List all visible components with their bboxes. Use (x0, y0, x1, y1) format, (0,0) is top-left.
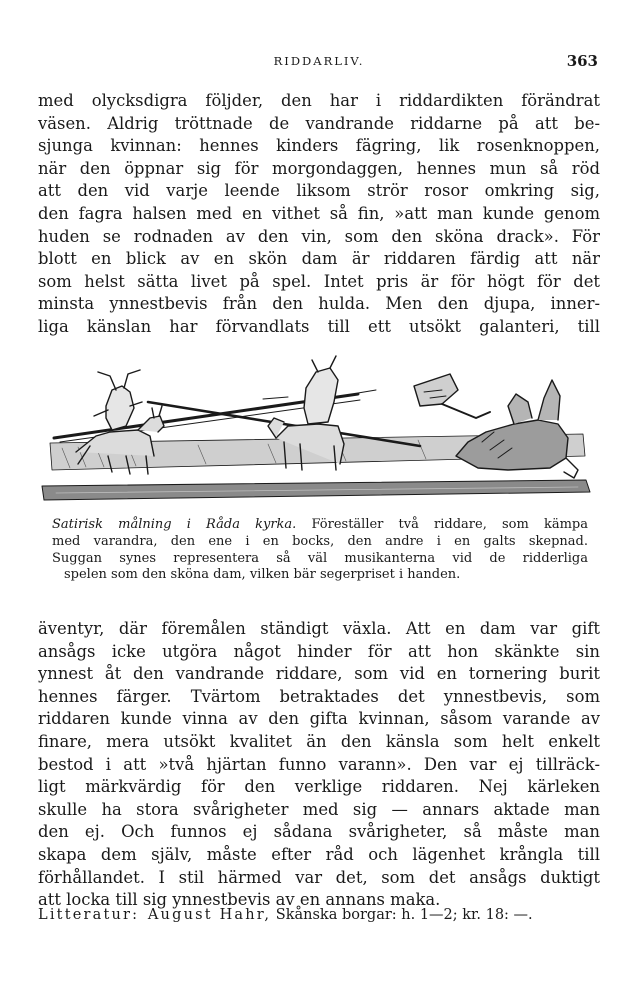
text-line: den fagra halsen med en vithet så fin, »att man kunde genom (38, 203, 600, 223)
text-line: minsta ynnestbevis från den hulda. Men den djupa, inner- (38, 294, 600, 314)
text-line: när den öppnar sig för morgondaggen, hennes mun så röd (38, 158, 600, 178)
text-line: riddaren kunde vinna av den gifta kvinnan, såsom varande av (38, 709, 600, 729)
text-line: väsen. Aldrig tröttnade de vandrande riddarne på att be- (38, 113, 600, 133)
text-line: den ej. Och funnos ej sådana svårigheter, så måste man (38, 822, 600, 842)
running-title: RIDDARLIV. (273, 54, 365, 68)
reference-label: Litteratur: (38, 907, 140, 923)
figure-caption (52, 517, 588, 584)
text-line: liga känslan har förvandlats till ett utsökt galanteri, till (38, 316, 600, 336)
caption-line: med varandra, den ene i en bocks, den andre i en galts skepnad. (52, 533, 588, 549)
text-line: blott en blick av en skön dam är riddaren färdig att när (38, 249, 600, 269)
text-line: finare, mera utsökt kvalitet än den känsla som helt enkelt (38, 731, 600, 751)
page-number: 363 (566, 52, 598, 70)
text-line: ynnest åt den vandrande riddare, som vid en tornering burit (38, 664, 600, 684)
satirical-painting-illustration (38, 346, 598, 516)
text-line: äventyr, där föremålen ständigt växla. Att en dam var gift (38, 619, 600, 638)
paragraph-1 (38, 90, 600, 339)
text-line: förhållandet. I stil härmed var det, som det ansågs duktigt (38, 867, 600, 887)
text-line: med olycksdigra följder, den har i riddardikten förändrat (38, 91, 600, 110)
text-line: skapa dem själv, måste efter råd och lägenhet krångla till (38, 844, 600, 864)
caption-title: Satirisk målning i Råda kyrka. (52, 517, 297, 532)
caption-line: Suggan synes representera så väl musikanterna vid de ridderliga (52, 550, 588, 566)
text-line: som helst sätta livet på spel. Intet pris är för högt för det (38, 271, 600, 291)
paragraph-2 (38, 618, 600, 912)
text-line: skulle ha stora svårigheter med sig — annars aktade man (38, 799, 600, 819)
text-line: huden se rodnaden av den vin, som den sköna drack». För (38, 226, 600, 246)
reference-details: Skånska borgar: h. 1—2; kr. 18: —. (275, 907, 533, 923)
text-line: ansågs icke utgöra något hinder för att hon skänkte sin (38, 641, 600, 661)
literature-reference (38, 907, 600, 923)
caption-line: spelen som den sköna dam, vilken bär segerpriset i handen. (64, 567, 461, 583)
reference-author: August Hahr, (147, 907, 272, 923)
text-line: hennes färger. Tvärtom betraktades det ynnestbevis, som (38, 686, 600, 706)
text-line: att den vid varje leende liksom strör rosor omkring sig, (38, 181, 600, 201)
caption-line (52, 517, 588, 534)
text-line: att locka till sig ynnestbevis av en annans maka. (38, 890, 441, 910)
text-line: ligt märkvärdig för den verklige riddaren. Nej kärleken (38, 777, 600, 797)
running-head (38, 52, 600, 72)
text-line: sjunga kvinnan: hennes kinders fägring, lik rosenknoppen, (38, 136, 600, 156)
caption-text: Föreställer två riddare, som kämpa (311, 517, 589, 532)
text-line: bestod i att »två hjärtan funno varann». Den var ej tillräck- (38, 754, 600, 774)
